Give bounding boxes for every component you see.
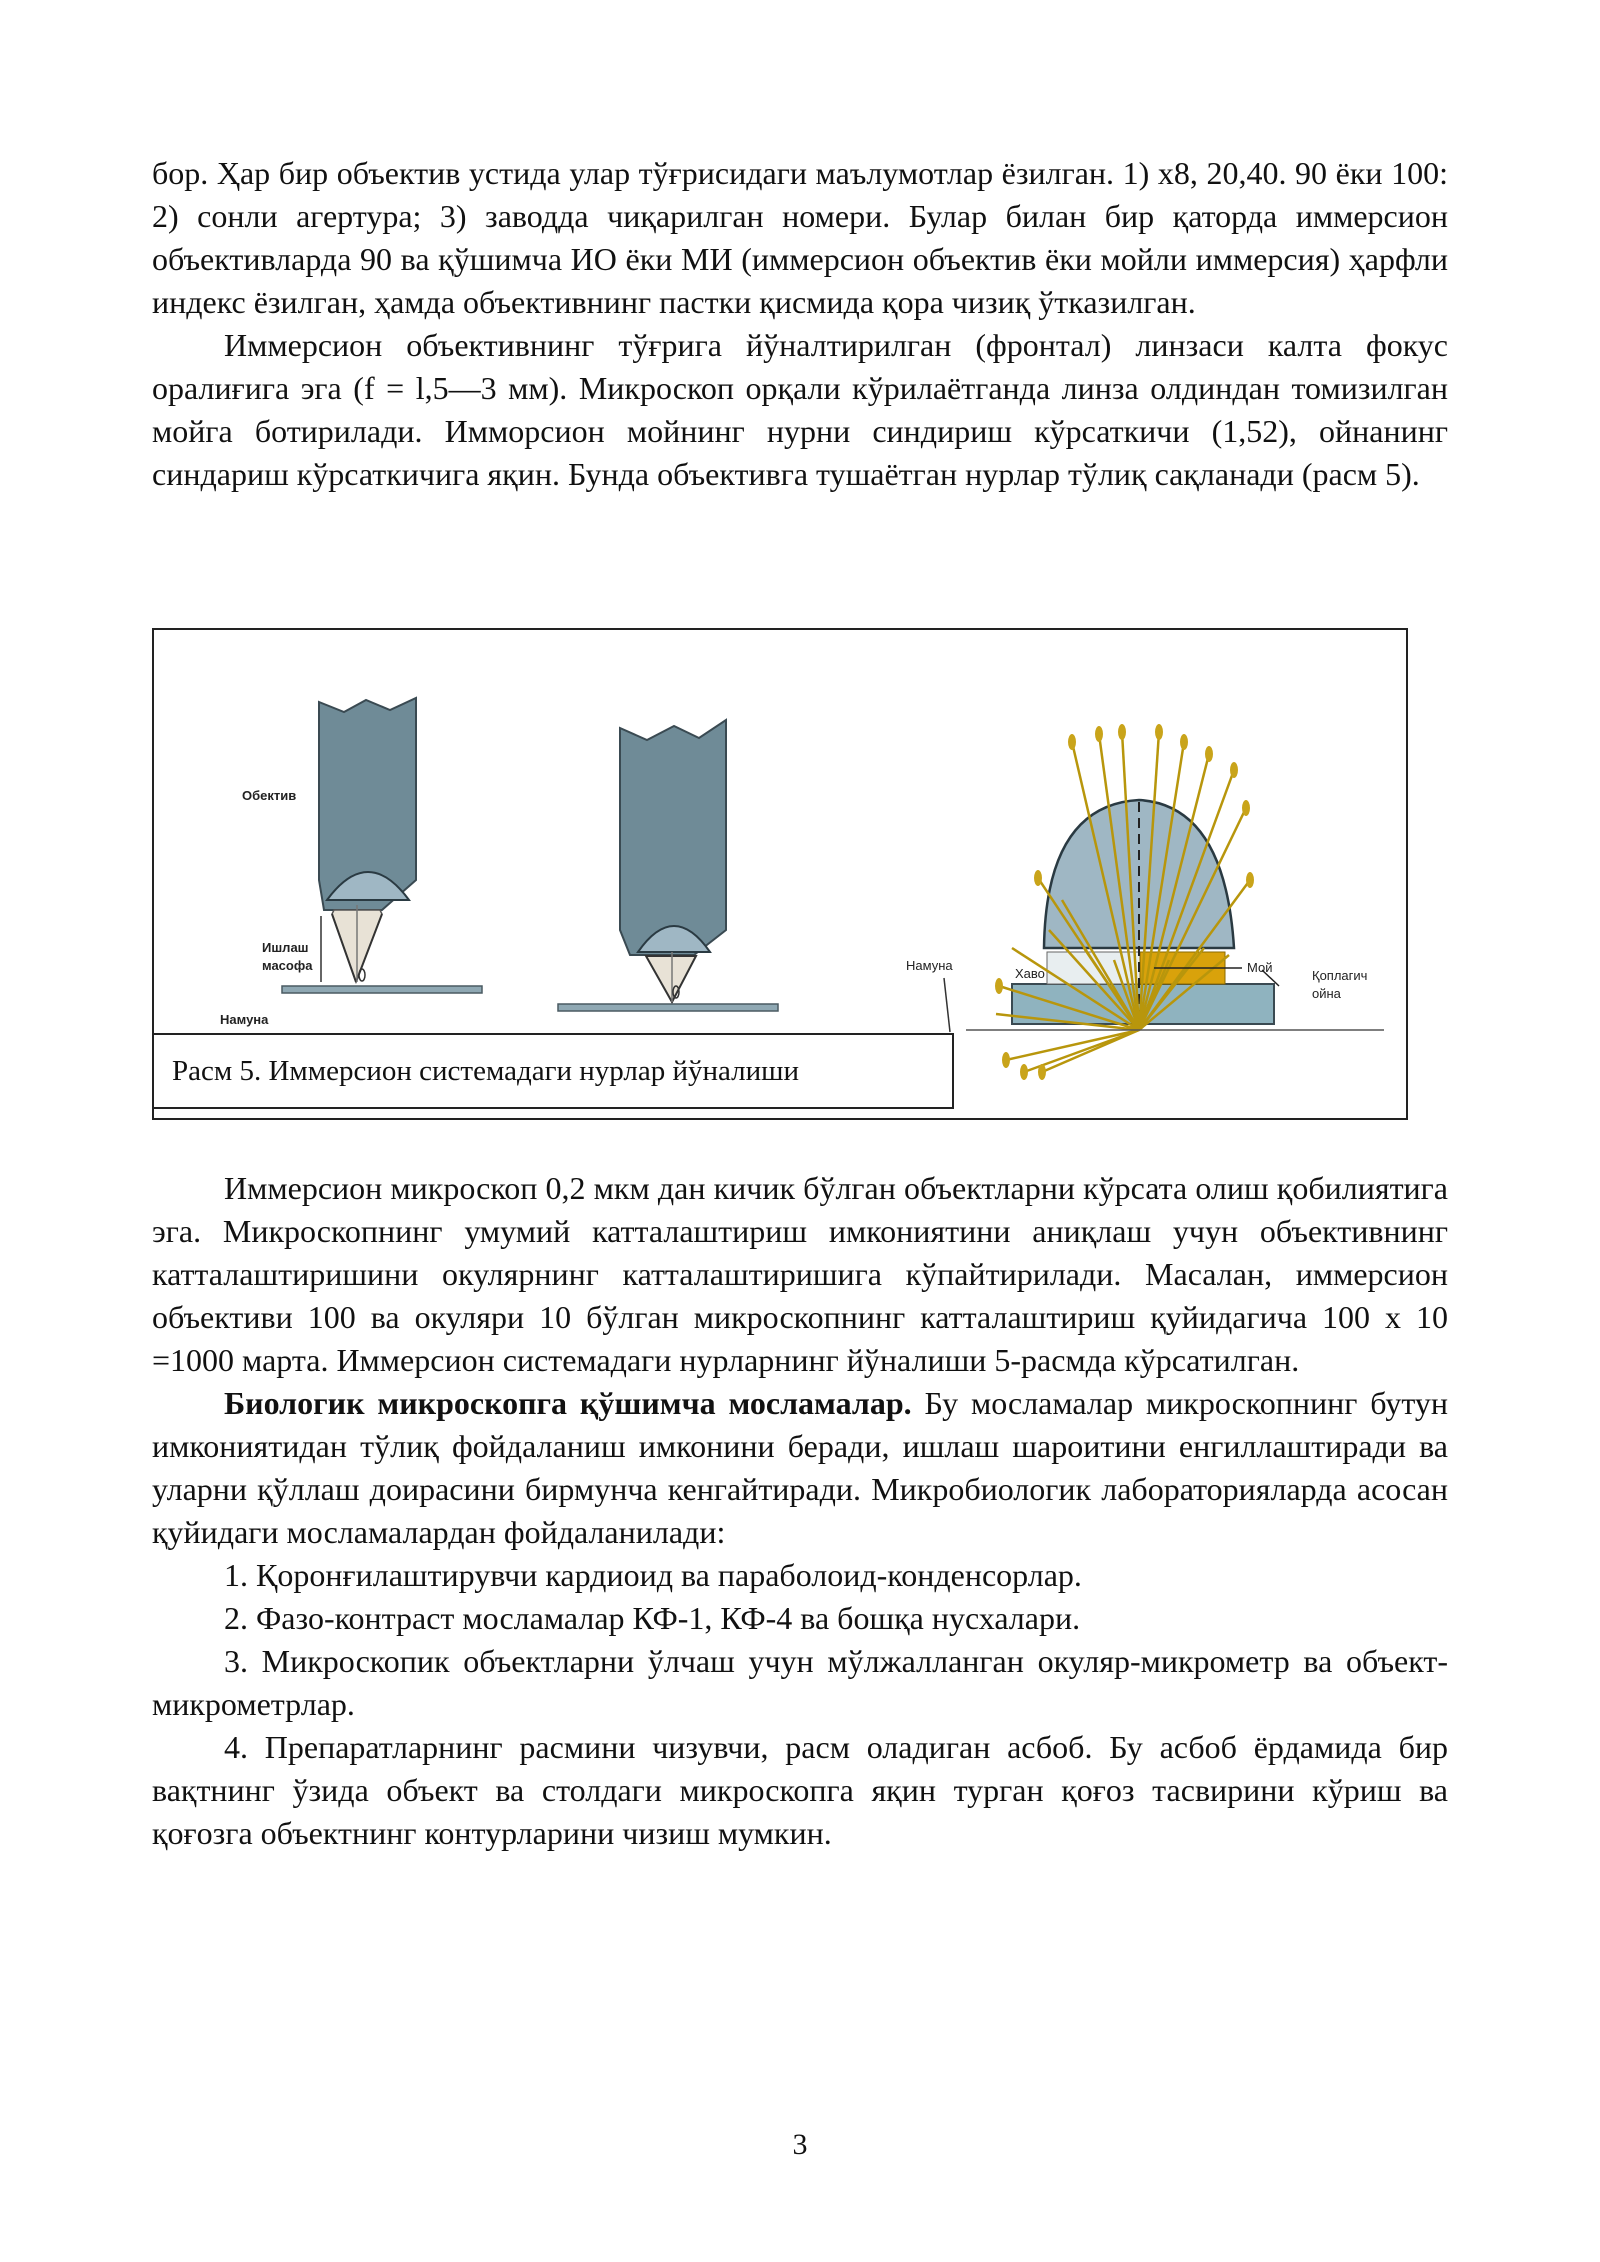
list-item: 4. Препаратларнинг расмини чизувчи, расм оладиган асбоб. Бу асбоб ёрдамида бир вақтнинг ўзида объект ва столдаги микроскопга яқин турган қоғоз тасвирини кўриш ва қоғозга объектнинг контурларини чизиш мумкин. [152,1729,1448,1851]
paragraph: Иммерсион объективнинг тўғрига йўналтирилган (фронтал) линзаси калта фокус оралиғига эга (f = l,5—3 мм). Микроскоп орқали кўрилаётганда линза олдиндан томизилган мойга ботирилади. Имморсион мойнинг нурни синдириш кўрсаткичи (1,52), ойнанинг синдариш кўрсаткичига яқин. Бунда объективга тушаётган нурлар тўлиқ сақланади (расм 5). [152,327,1448,492]
label-oil: Мой [1247,960,1273,975]
label-cover-glass-2: ойна [1312,986,1341,1001]
objective-middle [558,720,778,1011]
list-item: 3. Микроскопик объектларни ўлчаш учун мўлжалланган окуляр-микрометр ва объект-микрометрлар. [152,1643,1448,1722]
page-number: 3 [792,2128,808,2161]
ray-diagram [966,724,1384,1080]
label-cover-glass-1: Қоплагич [1312,968,1368,983]
label-working-distance-1: Ишлаш [262,940,309,955]
figure-caption: Расм 5. Иммерсион системадаги нурлар йўналиши [152,1033,954,1109]
top-text-block [152,152,1448,496]
label-sample-left: Намуна [220,1012,269,1027]
label-objective: Обектив [242,788,297,803]
label-working-distance-2: масофа [262,958,313,973]
label-air: Хаво [1015,966,1045,981]
label-sample-right: Намуна [906,958,953,973]
paragraph [152,1382,1448,1554]
figure-immersion-system [152,628,1408,1120]
section-heading: Биологик микроскопга қўшимча мосламалар. [224,1385,912,1421]
list-item: 2. Фазо-контраст мосламалар КФ-1, КФ-4 ва бошқа нусхалари. [224,1600,1081,1636]
list-item: 1. Қоронғилаштирувчи кардиоид ва параболоид-конденсорлар. [224,1557,1082,1593]
paragraph-text: Бу мосламалар микроскопнинг бутун имкониятидан тўлиқ фойдаланиш имконини беради, ишлаш шароитини енгиллаштиради ва уларни қўллаш доирасини бирмунча кенгайтиради. Микробиологик лабораторияларда асосан қуйидаги мосламалардан фойдаланилади: [152,1385,1449,1550]
bottom-text-block [152,1167,1448,1855]
paragraph: бор. Ҳар бир объектив устида улар тўғрисидаги маълумотлар ёзилган. 1) х8, 20,40. 90 ёки 100: 2) сонли агертура; 3) заводда чиқарилган номери. Булар билан бир қаторда иммерсион объективларда 90 ва қўшимча ИО ёки МИ (иммерсион объектив ёки мойли иммерсия) ҳарфли индекс ёзилган, ҳамда объективнинг пастки қисмида қора чизиқ ўтказилган. [152,155,1448,320]
paragraph: Иммерсион микроскоп 0,2 мкм дан кичик бўлган объектларни кўрсата олиш қобилиятига эга. Микроскопнинг умумий катталаштириш имкониятини аниқлаш учун объективнинг катталаштиришини окулярнинг катталаштиришига кўпайтирилади. Масалан, иммерсион объективи 100 ва окуляри 10 бўлган микроскопнинг катталаштириш қуйидагича 100 х 10 =1000 марта. Иммерсион системадаги нурларнинг йўналиши 5-расмда кўрсатилган. [152,1170,1448,1378]
objective-left [282,698,482,993]
